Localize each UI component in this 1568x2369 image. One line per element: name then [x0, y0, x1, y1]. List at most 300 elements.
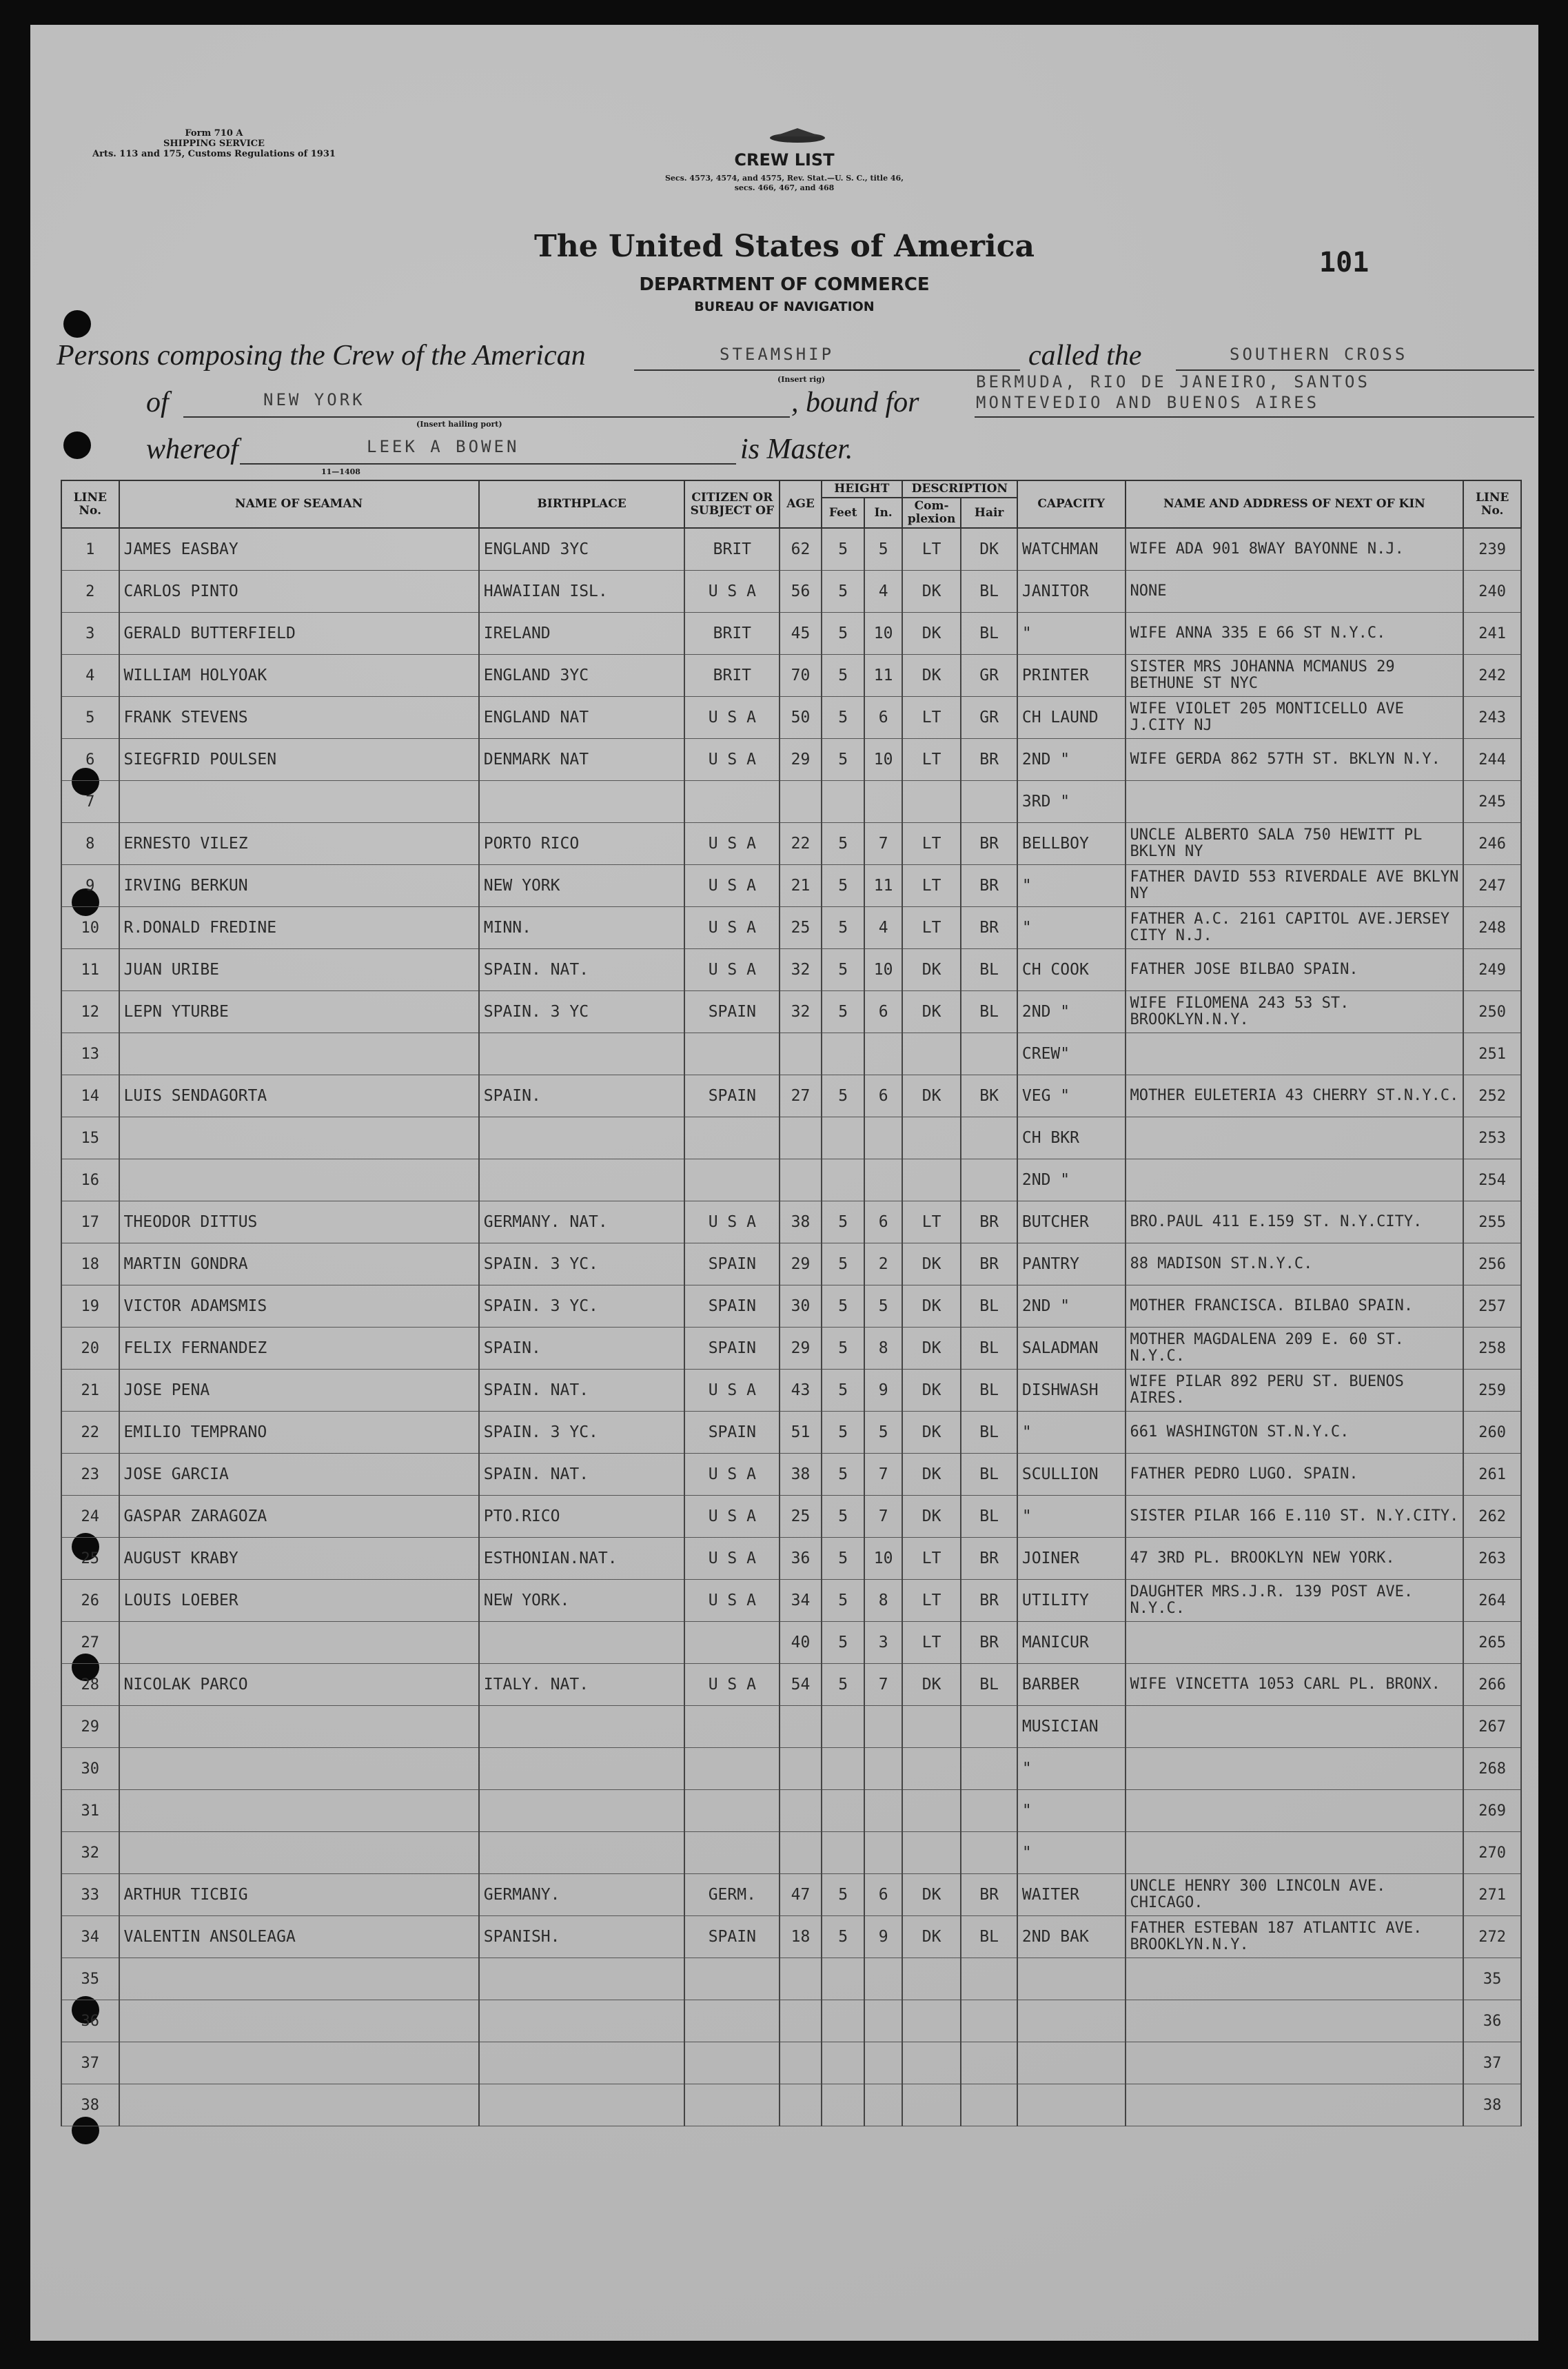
vessel-name: SOUTHERN CROSS	[1230, 345, 1408, 364]
capacity-cell: "	[1017, 865, 1126, 907]
next-of-kin-cell: DAUGHTER MRS.J.R. 139 POST AVE. N.Y.C.	[1126, 1580, 1464, 1622]
height-feet-cell: 5	[822, 1328, 865, 1370]
line-number-cell: 26	[61, 1580, 119, 1622]
line-number-cell: 35	[61, 1958, 119, 2000]
birthplace-cell: NEW YORK.	[479, 1580, 685, 1622]
hair-cell	[961, 2042, 1017, 2084]
capacity-cell: DISHWASH	[1017, 1370, 1126, 1412]
birthplace-cell: IRELAND	[479, 613, 685, 655]
line-number-right-cell: 254	[1463, 1159, 1521, 1201]
header-line-no-right: LINE No.	[1463, 480, 1521, 528]
hair-cell: GR	[961, 697, 1017, 739]
next-of-kin-cell: SISTER MRS JOHANNA MCMANUS 29 BETHUNE ST NYC	[1126, 655, 1464, 697]
birthplace-cell: PORTO RICO	[479, 823, 685, 865]
persons-label: Persons composing the Crew of the American	[57, 340, 586, 372]
hair-cell: BR	[961, 739, 1017, 781]
complexion-cell: LT	[902, 1580, 961, 1622]
complexion-cell: DK	[902, 1328, 961, 1370]
citizenship-cell	[684, 1159, 780, 1201]
seaman-name-cell: GERALD BUTTERFIELD	[119, 613, 479, 655]
header-hair: Hair	[961, 498, 1017, 528]
capacity-cell: 2ND "	[1017, 739, 1126, 781]
capacity-cell: 2ND "	[1017, 1285, 1126, 1328]
birthplace-cell	[479, 1706, 685, 1748]
line-number-right-cell: 262	[1463, 1496, 1521, 1538]
table-row	[61, 1622, 1521, 1664]
height-inches-cell: 10	[864, 739, 902, 781]
next-of-kin-cell: WIFE ADA 901 8WAY BAYONNE N.J.	[1126, 528, 1464, 571]
height-inches-cell: 6	[864, 1201, 902, 1243]
table-row	[61, 528, 1521, 571]
punch-hole	[63, 310, 91, 338]
birthplace-cell: DENMARK NAT	[479, 739, 685, 781]
height-feet-cell	[822, 1790, 865, 1832]
line-number-cell: 10	[61, 907, 119, 949]
seaman-name-cell	[119, 1958, 479, 2000]
line-number-cell: 38	[61, 2084, 119, 2126]
seaman-name-cell	[119, 1117, 479, 1159]
age-cell	[780, 1790, 822, 1832]
citizenship-cell	[684, 1832, 780, 1874]
complexion-cell: DK	[902, 1454, 961, 1496]
next-of-kin-cell: WIFE GERDA 862 57TH ST. BKLYN N.Y.	[1126, 739, 1464, 781]
table-row	[61, 1916, 1521, 1958]
height-feet-cell	[822, 1832, 865, 1874]
line-number-cell: 36	[61, 2000, 119, 2042]
header-line-no: LINE No.	[61, 480, 119, 528]
height-inches-cell	[864, 1117, 902, 1159]
crew-table	[61, 480, 1522, 2126]
line-number-right-cell: 242	[1463, 655, 1521, 697]
citizenship-cell	[684, 781, 780, 823]
citizenship-cell: BRIT	[684, 528, 780, 571]
citizenship-cell: U S A	[684, 1496, 780, 1538]
line-number-cell: 33	[61, 1874, 119, 1916]
rig-underline	[634, 369, 1020, 371]
next-of-kin-cell: WIFE FILOMENA 243 53 ST. BROOKLYN.N.Y.	[1126, 991, 1464, 1033]
complexion-cell: DK	[902, 571, 961, 613]
hair-cell	[961, 1159, 1017, 1201]
height-inches-cell: 3	[864, 1622, 902, 1664]
header-age: AGE	[780, 480, 822, 528]
age-cell	[780, 1159, 822, 1201]
citizenship-cell: SPAIN	[684, 1916, 780, 1958]
hair-cell: BR	[961, 1622, 1017, 1664]
hair-cell: BL	[961, 571, 1017, 613]
table-row	[61, 1580, 1521, 1622]
age-cell: 51	[780, 1412, 822, 1454]
table-row	[61, 1790, 1521, 1832]
next-of-kin-cell	[1126, 781, 1464, 823]
citizenship-cell: SPAIN	[684, 1075, 780, 1117]
height-inches-cell: 7	[864, 1664, 902, 1706]
age-cell	[780, 2042, 822, 2084]
line-number-right-cell: 271	[1463, 1874, 1521, 1916]
seaman-name-cell: AUGUST KRABY	[119, 1538, 479, 1580]
line-number-right-cell: 240	[1463, 571, 1521, 613]
height-feet-cell: 5	[822, 739, 865, 781]
line-number-cell: 29	[61, 1706, 119, 1748]
birthplace-cell	[479, 1033, 685, 1075]
height-inches-cell: 8	[864, 1580, 902, 1622]
age-cell: 27	[780, 1075, 822, 1117]
line-number-right-cell: 244	[1463, 739, 1521, 781]
age-cell: 40	[780, 1622, 822, 1664]
height-feet-cell: 5	[822, 697, 865, 739]
citizenship-cell: SPAIN	[684, 1412, 780, 1454]
height-inches-cell: 9	[864, 1916, 902, 1958]
citizenship-cell: BRIT	[684, 613, 780, 655]
birthplace-cell: SPAIN. NAT.	[479, 1370, 685, 1412]
table-row	[61, 1832, 1521, 1874]
age-cell	[780, 781, 822, 823]
hair-cell: BL	[961, 1916, 1017, 1958]
form-number: Form 710 A	[185, 128, 243, 139]
seaman-name-cell: CARLOS PINTO	[119, 571, 479, 613]
citizenship-cell: SPAIN	[684, 991, 780, 1033]
capacity-cell: "	[1017, 907, 1126, 949]
birthplace-cell	[479, 1958, 685, 2000]
line-number-right-cell: 258	[1463, 1328, 1521, 1370]
height-inches-cell	[864, 781, 902, 823]
table-row	[61, 739, 1521, 781]
complexion-cell: DK	[902, 655, 961, 697]
age-cell	[780, 1706, 822, 1748]
citizenship-cell: U S A	[684, 1201, 780, 1243]
line-number-right-cell: 246	[1463, 823, 1521, 865]
line-number-right-cell: 250	[1463, 991, 1521, 1033]
table-row	[61, 2042, 1521, 2084]
capacity-cell: "	[1017, 1412, 1126, 1454]
next-of-kin-cell	[1126, 1622, 1464, 1664]
table-row	[61, 1958, 1521, 2000]
capacity-cell: BELLBOY	[1017, 823, 1126, 865]
capacity-cell: CH BKR	[1017, 1117, 1126, 1159]
line-number-cell: 13	[61, 1033, 119, 1075]
line-number-cell: 6	[61, 739, 119, 781]
line-number-cell: 8	[61, 823, 119, 865]
height-feet-cell: 5	[822, 1874, 865, 1916]
birthplace-cell: ENGLAND 3YC	[479, 528, 685, 571]
line-number-cell: 17	[61, 1201, 119, 1243]
seaman-name-cell	[119, 1748, 479, 1790]
line-number-right-cell: 35	[1463, 1958, 1521, 2000]
next-of-kin-cell	[1126, 1958, 1464, 2000]
hair-cell	[961, 1748, 1017, 1790]
next-of-kin-cell: UNCLE HENRY 300 LINCOLN AVE. CHICAGO.	[1126, 1874, 1464, 1916]
citizenship-cell: SPAIN	[684, 1243, 780, 1285]
height-inches-cell: 10	[864, 613, 902, 655]
department-heading: DEPARTMENT OF COMMERCE	[639, 274, 930, 295]
capacity-cell: 2ND "	[1017, 991, 1126, 1033]
height-inches-cell: 8	[864, 1328, 902, 1370]
seaman-name-cell: NICOLAK PARCO	[119, 1664, 479, 1706]
eagle-emblem-icon	[766, 124, 828, 148]
citizenship-cell: U S A	[684, 697, 780, 739]
table-row	[61, 781, 1521, 823]
seaman-name-cell: MARTIN GONDRA	[119, 1243, 479, 1285]
complexion-cell	[902, 1832, 961, 1874]
complexion-cell	[902, 1958, 961, 2000]
line-number-right-cell: 259	[1463, 1370, 1521, 1412]
birthplace-cell: ENGLAND 3YC	[479, 655, 685, 697]
seaman-name-cell: ERNESTO VILEZ	[119, 823, 479, 865]
height-inches-cell	[864, 2000, 902, 2042]
line-number-right-cell: 267	[1463, 1706, 1521, 1748]
master-name: LEEK A BOWEN	[367, 437, 520, 456]
age-cell: 70	[780, 655, 822, 697]
page-number: 101	[1319, 247, 1370, 278]
next-of-kin-cell: MOTHER FRANCISCA. BILBAO SPAIN.	[1126, 1285, 1464, 1328]
height-feet-cell: 5	[822, 823, 865, 865]
seaman-name-cell: FELIX FERNANDEZ	[119, 1328, 479, 1370]
table-row	[61, 1748, 1521, 1790]
hair-cell: BR	[961, 907, 1017, 949]
table-row	[61, 1075, 1521, 1117]
complexion-cell	[902, 2042, 961, 2084]
complexion-cell	[902, 1159, 961, 1201]
age-cell: 22	[780, 823, 822, 865]
line-number-cell: 1	[61, 528, 119, 571]
line-number-cell: 37	[61, 2042, 119, 2084]
seaman-name-cell	[119, 1790, 479, 1832]
seaman-name-cell	[119, 781, 479, 823]
capacity-cell: CH COOK	[1017, 949, 1126, 991]
height-feet-cell	[822, 1706, 865, 1748]
line-number-cell: 19	[61, 1285, 119, 1328]
table-row	[61, 571, 1521, 613]
line-number-cell: 7	[61, 781, 119, 823]
hair-cell: BL	[961, 1664, 1017, 1706]
hair-cell	[961, 1832, 1017, 1874]
age-cell	[780, 1748, 822, 1790]
called-label: called the	[1028, 340, 1142, 372]
capacity-cell: JOINER	[1017, 1538, 1126, 1580]
next-of-kin-cell: FATHER A.C. 2161 CAPITOL AVE.JERSEY CITY N.J.	[1126, 907, 1464, 949]
citizenship-cell: U S A	[684, 571, 780, 613]
next-of-kin-cell: FATHER ESTEBAN 187 ATLANTIC AVE. BROOKLYN.N.Y.	[1126, 1916, 1464, 1958]
next-of-kin-cell	[1126, 1159, 1464, 1201]
header-feet: Feet	[822, 498, 865, 528]
statute-reference	[30, 174, 1538, 193]
age-cell: 45	[780, 613, 822, 655]
table-row	[61, 655, 1521, 697]
age-cell: 29	[780, 1328, 822, 1370]
next-of-kin-cell	[1126, 1832, 1464, 1874]
next-of-kin-cell	[1126, 1748, 1464, 1790]
next-of-kin-cell: WIFE VINCETTA 1053 CARL PL. BRONX.	[1126, 1664, 1464, 1706]
height-inches-cell	[864, 2084, 902, 2126]
citizenship-cell	[684, 1706, 780, 1748]
citizenship-cell	[684, 1748, 780, 1790]
header-name: NAME OF SEAMAN	[119, 480, 479, 528]
height-inches-cell	[864, 1832, 902, 1874]
next-of-kin-cell: BRO.PAUL 411 E.159 ST. N.Y.CITY.	[1126, 1201, 1464, 1243]
destination-underline	[975, 416, 1534, 418]
height-inches-cell: 5	[864, 1412, 902, 1454]
hair-cell: BL	[961, 1412, 1017, 1454]
seaman-name-cell: JOSE GARCIA	[119, 1454, 479, 1496]
master-underline	[240, 463, 736, 465]
line-number-cell: 24	[61, 1496, 119, 1538]
complexion-cell	[902, 1748, 961, 1790]
header-kin: NAME AND ADDRESS OF NEXT OF KIN	[1126, 480, 1464, 528]
height-inches-cell: 7	[864, 823, 902, 865]
line-number-cell: 16	[61, 1159, 119, 1201]
seaman-name-cell: LUIS SENDAGORTA	[119, 1075, 479, 1117]
hair-cell: BR	[961, 865, 1017, 907]
seaman-name-cell: GASPAR ZARAGOZA	[119, 1496, 479, 1538]
citizenship-cell	[684, 1958, 780, 2000]
birthplace-cell: MINN.	[479, 907, 685, 949]
hailing-port: NEW YORK	[263, 390, 365, 409]
complexion-cell: DK	[902, 1496, 961, 1538]
birthplace-cell	[479, 1159, 685, 1201]
capacity-cell: WATCHMAN	[1017, 528, 1126, 571]
bound-label: , bound for	[791, 387, 919, 418]
hair-cell: BR	[961, 1201, 1017, 1243]
complexion-cell	[902, 1117, 961, 1159]
birthplace-cell: GERMANY. NAT.	[479, 1201, 685, 1243]
line-number-cell: 14	[61, 1075, 119, 1117]
height-feet-cell: 5	[822, 1201, 865, 1243]
seaman-name-cell: VALENTIN ANSOLEAGA	[119, 1916, 479, 1958]
birthplace-cell: SPAIN. 3 YC.	[479, 1243, 685, 1285]
birthplace-cell	[479, 1832, 685, 1874]
table-row	[61, 949, 1521, 991]
hair-cell: BR	[961, 1580, 1017, 1622]
height-inches-cell: 4	[864, 907, 902, 949]
hair-cell	[961, 1790, 1017, 1832]
capacity-cell: MUSICIAN	[1017, 1706, 1126, 1748]
line-number-cell: 27	[61, 1622, 119, 1664]
line-number-cell: 25	[61, 1538, 119, 1580]
seaman-name-cell: JOSE PENA	[119, 1370, 479, 1412]
line-number-right-cell: 261	[1463, 1454, 1521, 1496]
statute-line-1: Secs. 4573, 4574, and 4575, Rev. Stat.—U. S. C., title 46,	[664, 174, 904, 183]
citizenship-cell	[684, 1790, 780, 1832]
height-inches-cell: 7	[864, 1454, 902, 1496]
height-feet-cell: 5	[822, 865, 865, 907]
line-number-cell: 23	[61, 1454, 119, 1496]
height-inches-cell: 2	[864, 1243, 902, 1285]
height-inches-cell: 6	[864, 991, 902, 1033]
line-number-right-cell: 260	[1463, 1412, 1521, 1454]
complexion-cell: DK	[902, 1412, 961, 1454]
line-number-right-cell: 265	[1463, 1622, 1521, 1664]
height-feet-cell: 5	[822, 571, 865, 613]
seaman-name-cell: EMILIO TEMPRANO	[119, 1412, 479, 1454]
header-inches: In.	[864, 498, 902, 528]
next-of-kin-cell: WIFE VIOLET 205 MONTICELLO AVE J.CITY NJ	[1126, 697, 1464, 739]
line-number-right-cell: 268	[1463, 1748, 1521, 1790]
capacity-cell: PRINTER	[1017, 655, 1126, 697]
complexion-cell: LT	[902, 823, 961, 865]
rig-hint: (Insert rig)	[777, 375, 826, 384]
table-row	[61, 1664, 1521, 1706]
capacity-cell: "	[1017, 1832, 1126, 1874]
age-cell: 54	[780, 1664, 822, 1706]
table-row	[61, 1033, 1521, 1075]
birthplace-cell	[479, 1748, 685, 1790]
birthplace-cell: SPAIN. 3 YC.	[479, 1412, 685, 1454]
hair-cell: BL	[961, 1370, 1017, 1412]
citizenship-cell: BRIT	[684, 655, 780, 697]
birthplace-cell: SPANISH.	[479, 1916, 685, 1958]
seaman-name-cell	[119, 1832, 479, 1874]
next-of-kin-cell	[1126, 2084, 1464, 2126]
birthplace-cell: SPAIN.	[479, 1075, 685, 1117]
height-feet-cell: 5	[822, 1370, 865, 1412]
capacity-cell: "	[1017, 613, 1126, 655]
age-cell: 18	[780, 1916, 822, 1958]
hair-cell: BL	[961, 1328, 1017, 1370]
birthplace-cell	[479, 2042, 685, 2084]
age-cell: 43	[780, 1370, 822, 1412]
complexion-cell	[902, 1706, 961, 1748]
height-feet-cell: 5	[822, 1538, 865, 1580]
age-cell: 25	[780, 907, 822, 949]
line-number-right-cell: 247	[1463, 865, 1521, 907]
line-number-cell: 28	[61, 1664, 119, 1706]
line-number-right-cell: 245	[1463, 781, 1521, 823]
seaman-name-cell	[119, 1622, 479, 1664]
hair-cell: BK	[961, 1075, 1017, 1117]
hair-cell	[961, 2084, 1017, 2126]
hair-cell	[961, 1958, 1017, 2000]
height-feet-cell: 5	[822, 1664, 865, 1706]
capacity-cell: WAITER	[1017, 1874, 1126, 1916]
hair-cell: BR	[961, 1538, 1017, 1580]
height-inches-cell: 10	[864, 1538, 902, 1580]
hair-cell: DK	[961, 528, 1017, 571]
line-number-cell: 32	[61, 1832, 119, 1874]
height-feet-cell: 5	[822, 1622, 865, 1664]
line-number-right-cell: 241	[1463, 613, 1521, 655]
crew-list-document	[30, 25, 1538, 2341]
capacity-cell: 2ND BAK	[1017, 1916, 1126, 1958]
line-number-cell: 12	[61, 991, 119, 1033]
citizenship-cell: U S A	[684, 1664, 780, 1706]
seaman-name-cell: LOUIS LOEBER	[119, 1580, 479, 1622]
birthplace-cell	[479, 1622, 685, 1664]
line-number-right-cell: 249	[1463, 949, 1521, 991]
seaman-name-cell: IRVING BERKUN	[119, 865, 479, 907]
height-feet-cell: 5	[822, 907, 865, 949]
table-row	[61, 1706, 1521, 1748]
birthplace-cell: ITALY. NAT.	[479, 1664, 685, 1706]
height-feet-cell	[822, 781, 865, 823]
citizenship-cell	[684, 1622, 780, 1664]
line-number-cell: 2	[61, 571, 119, 613]
seaman-name-cell: JUAN URIBE	[119, 949, 479, 991]
line-number-right-cell: 252	[1463, 1075, 1521, 1117]
age-cell	[780, 1117, 822, 1159]
seaman-name-cell: WILLIAM HOLYOAK	[119, 655, 479, 697]
of-label: of	[146, 387, 169, 418]
next-of-kin-cell: WIFE ANNA 335 E 66 ST N.Y.C.	[1126, 613, 1464, 655]
form-articles: Arts. 113 and 175, Customs Regulations of 1931	[92, 149, 336, 159]
capacity-cell: "	[1017, 1790, 1126, 1832]
complexion-cell: LT	[902, 1201, 961, 1243]
height-feet-cell	[822, 1159, 865, 1201]
line-number-right-cell: 251	[1463, 1033, 1521, 1075]
height-inches-cell	[864, 1790, 902, 1832]
next-of-kin-cell: FATHER DAVID 553 RIVERDALE AVE BKLYN NY	[1126, 865, 1464, 907]
age-cell: 32	[780, 949, 822, 991]
citizenship-cell: U S A	[684, 1580, 780, 1622]
line-number-cell: 18	[61, 1243, 119, 1285]
